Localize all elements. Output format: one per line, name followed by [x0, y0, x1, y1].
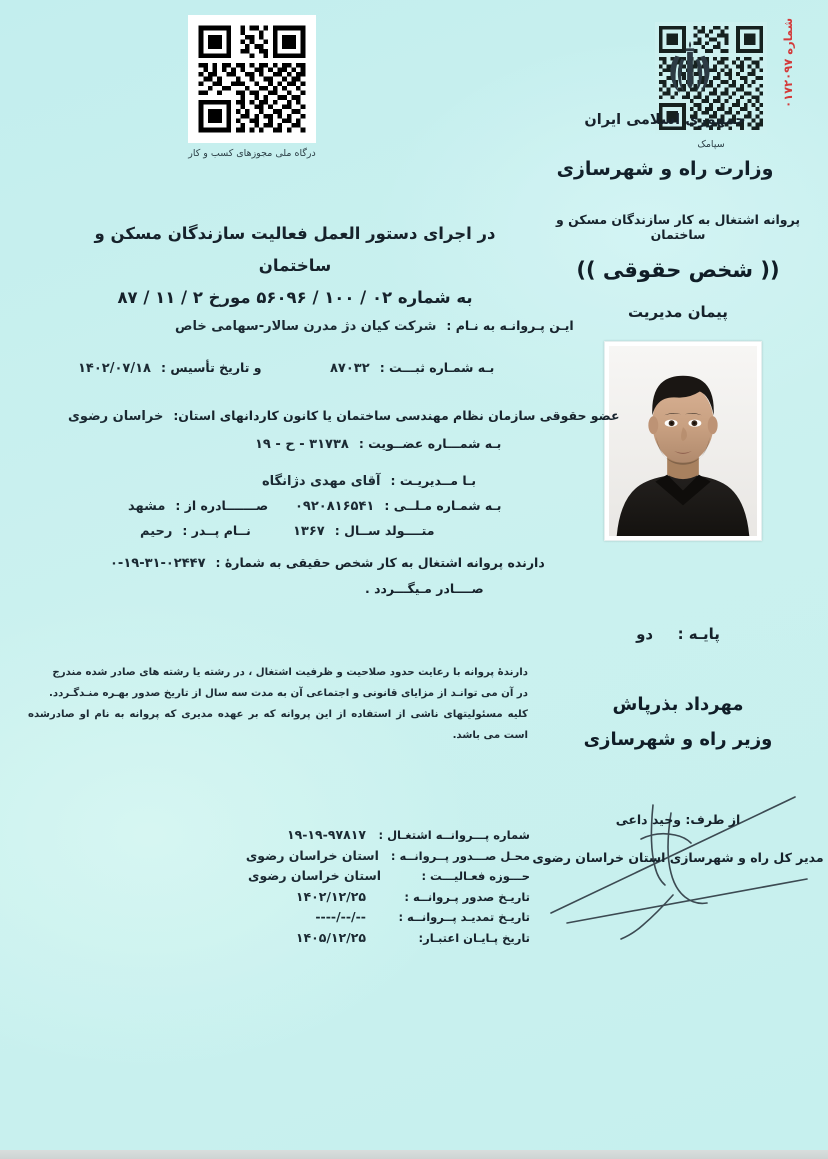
field-holder-permit-number-label: دارنده پروانه اشتغال به کار شخص حقیقی به شمارهٔ :: [215, 555, 545, 570]
field-father-name-label: نــام پــدر :: [182, 523, 251, 538]
signatory-behalf: از طرف: وحید داعی: [615, 812, 741, 827]
table-row: [245, 847, 530, 863]
republic-line: جمهوری اسلامی ایران: [584, 112, 746, 128]
field-holder-permit-number-value: ۰-۱۹-۳۱-۰۲۴۴۷: [110, 556, 206, 571]
field-issued-from: [128, 498, 268, 514]
fineprint-line-2: در آن می توانـد از مزایای قانونی و اجتماعی آن به مدت سه سال از تاریخ صدور بهـره منـدگـردد.: [49, 687, 528, 699]
qr-code-icon[interactable]: [188, 15, 316, 143]
field-permit-name: [175, 318, 574, 334]
field-membership-number-value: ۳۱۷۳۸ - ح - ۱۹: [255, 437, 349, 452]
field-permit-name-value: شرکت کیان دژ مدرن سالار-سهامی خاص: [175, 319, 437, 334]
meta-label: محـل صـــدور پــروانــه :: [390, 848, 530, 863]
field-birth-year-label: متــــولد ســال :: [334, 523, 435, 538]
meta-label: تاریـخ صدور پـروانــه :: [404, 889, 530, 904]
field-father-name-value: رحیم: [140, 524, 173, 539]
field-birth-year: [293, 523, 435, 539]
field-membership-organization: [68, 408, 620, 424]
field-issued-from-label: صـــــــادره از :: [175, 498, 269, 513]
field-registration-number-value: ۸۷۰۳۲: [330, 361, 370, 376]
field-manager: [262, 473, 476, 489]
page-bottom-strip: [0, 1150, 828, 1159]
field-manager-value: آقای مهدی دژانگاه: [262, 474, 381, 489]
meta-value: استان خراسان رضوی: [245, 847, 379, 863]
field-holder-permit-number: [110, 555, 545, 571]
meta-value: ۱۹-۱۹-۹۷۸۱۷: [286, 827, 366, 842]
portrait-illustration: [609, 346, 757, 536]
field-national-id: [295, 498, 501, 514]
fineprint-paragraph: [28, 663, 528, 747]
field-national-id-label: بـه شمـاره مـلــی :: [384, 498, 502, 513]
permit-meta-table: [245, 827, 530, 950]
table-row: [248, 889, 530, 904]
meta-value: ۱۴۰۲/۱۲/۲۵: [295, 888, 366, 904]
signatory-title: مدیر کل راه و شهرسازی استان خراسان رضوی: [532, 850, 824, 865]
iran-emblem-icon: [654, 34, 726, 106]
field-membership-number: [255, 436, 501, 452]
table-row: [248, 909, 530, 924]
legal-person-heading: (( شخص حقوقی )): [576, 258, 780, 282]
issued-statement: [365, 581, 484, 596]
fineprint-line-3: کلیه مسئولیتهای ناشی از استفاده از این پروانه که بر عهده مدیری که پروانه به نام او صادرشده است می باشد.: [28, 708, 528, 741]
field-issued-from-value: مشهد: [128, 499, 166, 514]
field-founding-date-value: ۱۴۰۲/۰۷/۱۸: [78, 361, 151, 376]
field-founding-date-label: و تاریخ تأسیس :: [160, 360, 262, 375]
field-registration-number-label: بـه شمـاره ثبـــت :: [379, 360, 495, 375]
issued-statement-text: صــــادر مـیگـــردد .: [365, 581, 484, 596]
field-founding-date: [78, 360, 262, 376]
meta-value: --/--/----: [315, 909, 366, 924]
meta-value: استان خراسان رضوی: [248, 868, 382, 883]
grade-value: دو: [636, 625, 654, 643]
field-father-name: [140, 523, 251, 539]
serial-number: شماره ۰۱۷۲۰۹۷: [781, 18, 795, 108]
meta-label: تاریخ پـایـان اعتبـار:: [418, 930, 530, 945]
meta-value: ۱۴۰۵/۱۲/۲۵: [295, 929, 366, 945]
field-national-id-value: ۰۹۲۰۸۱۶۵۴۱: [295, 499, 375, 514]
contract-type: پیمان مدیریت: [628, 303, 728, 321]
field-manager-label: بـا مــدیریـت :: [390, 473, 477, 488]
minister-name: مهرداد بذرپاش: [612, 694, 744, 715]
ministry-line: وزارت راه و شهرسازی: [556, 158, 774, 180]
field-permit-name-label: ایـن پـروانـه به نـام :: [446, 318, 574, 333]
field-membership-organization-label: عضو حقوقی سازمان نظام مهندسی ساختمان یا کانون کاردانهای استان:: [173, 408, 620, 423]
field-birth-year-value: ۱۳۶۷: [293, 524, 325, 539]
grade-row: [540, 625, 816, 643]
decree-title: [60, 218, 530, 315]
permit-subtitle: پروانه اشتغال به کار سازندگان مسکن و ساختمان: [555, 212, 801, 242]
meta-label: شماره پـــروانــه اشتغـال :: [378, 828, 530, 842]
field-membership-organization-value: خراسان رضوی: [68, 409, 164, 424]
decree-line-2: به شماره ۰۲ / ۱۰۰ / ۵۶۰۹۶ مورخ ۲ / ۱۱ / ۸۷: [117, 288, 473, 308]
field-registration-number: [330, 360, 494, 376]
meta-label: حـــوزه فعـالیـــت :: [421, 869, 530, 883]
meta-label: تاریـخ تمدیـد پــروانــه :: [398, 910, 530, 924]
grade-label: پایـه :: [677, 625, 720, 643]
table-row: [248, 930, 530, 945]
table-row: [248, 827, 530, 842]
fineprint-line-1: دارندهٔ پروانه با رعایت حدود صلاحیت و ظرفیت اشتغال ، در رشته یا رشته های صادر شده مندرج: [52, 667, 528, 678]
qr-caption-sepamak: سپامک: [697, 139, 725, 150]
qr-block-gov-portal[interactable]: [188, 15, 316, 159]
minister-title: وزیر راه و شهرسازی: [583, 729, 773, 750]
qr-caption-gov-portal: درگاه ملی مجوزهای کسب و کار: [188, 148, 316, 159]
field-membership-number-label: بـه شمـــاره عضــویت :: [358, 436, 502, 451]
photo-inner: [609, 346, 757, 536]
table-row: [248, 868, 530, 883]
decree-line-1: در اجرای دستور العمل فعالیت سازندگان مسکن و ساختمان: [94, 224, 496, 276]
license-holder-photo: [604, 341, 762, 541]
